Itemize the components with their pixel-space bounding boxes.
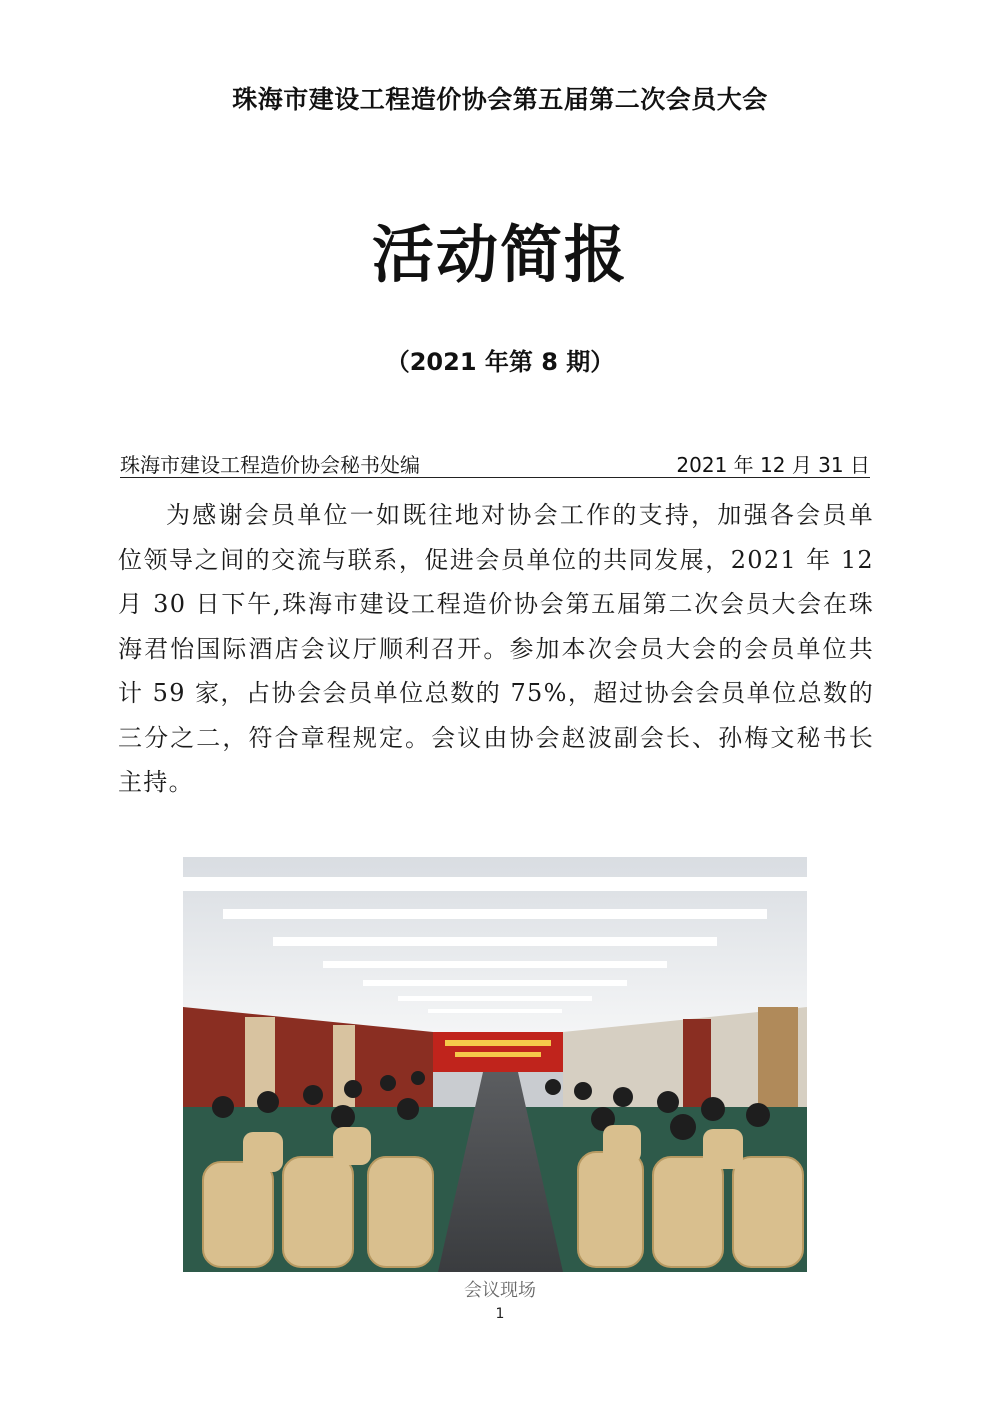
- issue-number: （2021 年第 8 期）: [385, 348, 615, 376]
- photo-caption: 会议现场: [464, 1280, 536, 1301]
- body-paragraph: 为感谢会员单位一如既往地对协会工作的支持，加强各会员单位领导之间的交流与联系，促进会员单位的共同发展，2021 年 12 月 30 日下午,珠海市建设工程造价协会第五届第二次会员大会在珠海君怡国际酒店会议厅顺利召开。参加本次会员大会的会员单位共计 59 家，占协会会员单位总数的 75%，超过协会会员单位总数的三分之二，符合章程规定。会议由协会赵波副会长、孙梅文秘书长主持。: [118, 501, 874, 796]
- meta-line: [120, 447, 870, 478]
- page-number: 1: [495, 1306, 505, 1322]
- organization-title: 珠海市建设工程造价协会第五届第二次会员大会: [232, 85, 768, 114]
- editor-label: 珠海市建设工程造价协会秘书处编: [120, 453, 420, 477]
- publish-date: 2021 年 12 月 31 日: [676, 453, 870, 477]
- page-title: 活动简报: [371, 218, 628, 291]
- meeting-photo: [183, 857, 807, 1272]
